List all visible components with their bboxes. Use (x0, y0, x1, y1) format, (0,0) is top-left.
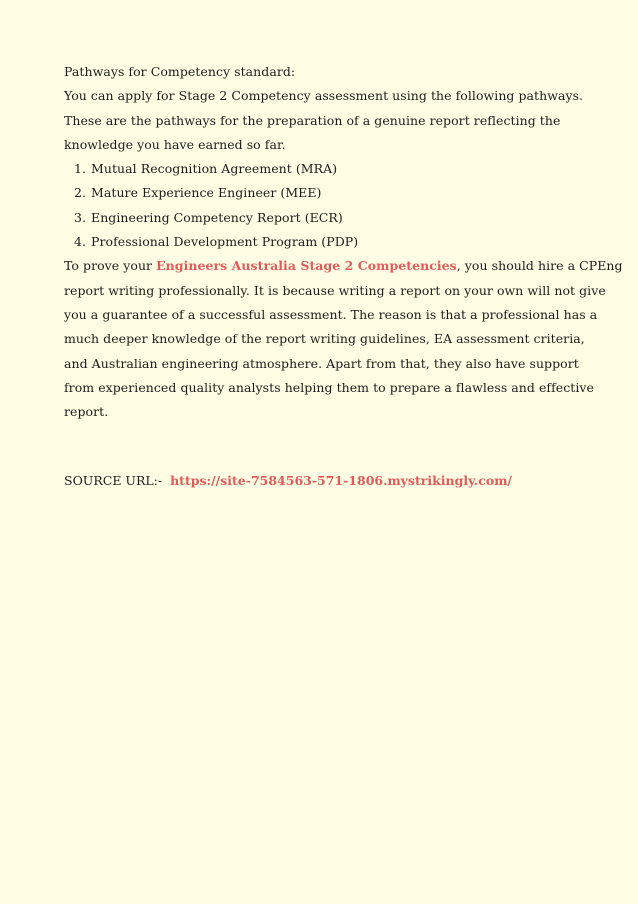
source-line (64, 469, 512, 493)
list-number: 4. (74, 234, 87, 250)
paragraph-2-line-2: report writing professionally. It is because writing a report on your own will not give (64, 282, 606, 298)
list-label: Mutual Recognition Agreement (MRA) (91, 161, 338, 177)
source-label: SOURCE URL:- (64, 473, 163, 488)
competencies-link[interactable]: Engineers Australia Stage 2 Competencies (156, 258, 457, 274)
document-body (64, 60, 623, 424)
paragraph-2-line-3: you a guarantee of a successful assessment. The reason is that a professional has a (64, 306, 598, 322)
paragraph-2-line-5: and Australian engineering atmosphere. Apart from that, they also have support (64, 355, 579, 371)
list-number: 3. (74, 209, 87, 225)
list-label: Engineering Competency Report (ECR) (91, 209, 343, 225)
list-item (64, 206, 574, 230)
list-label: Mature Experience Engineer (MEE) (91, 185, 322, 201)
intro-line-3: knowledge you have earned so far. (64, 136, 286, 152)
paragraph-2-line-6: from experienced quality analysts helping them to prepare a flawless and effective (64, 379, 594, 395)
list-item (64, 230, 574, 254)
paragraph-2-prefix: To prove your (64, 258, 157, 274)
paragraph-2-line-7: report. (64, 404, 109, 420)
intro-line-1: You can apply for Stage 2 Competency assessment using the following pathways. (64, 88, 584, 104)
source-url-link[interactable]: https://site-7584563-571-1806.mystrikingly.com/ (170, 473, 512, 488)
list-item (64, 157, 574, 181)
list-number: 2. (74, 185, 87, 201)
paragraph-2-line-4: much deeper knowledge of the report writing guidelines, EA assessment criteria, (64, 331, 585, 347)
pathway-list (64, 157, 574, 254)
section-heading: Pathways for Competency standard: (64, 64, 296, 79)
intro-line-2: These are the pathways for the preparation of a genuine report reflecting the (64, 112, 561, 128)
paragraph-2-suffix: , you should hire a CPEng (456, 258, 623, 274)
list-item (64, 181, 574, 205)
paragraph-2-line-1 (64, 254, 623, 278)
list-label: Professional Development Program (PDP) (91, 234, 359, 250)
list-number: 1. (74, 161, 87, 177)
